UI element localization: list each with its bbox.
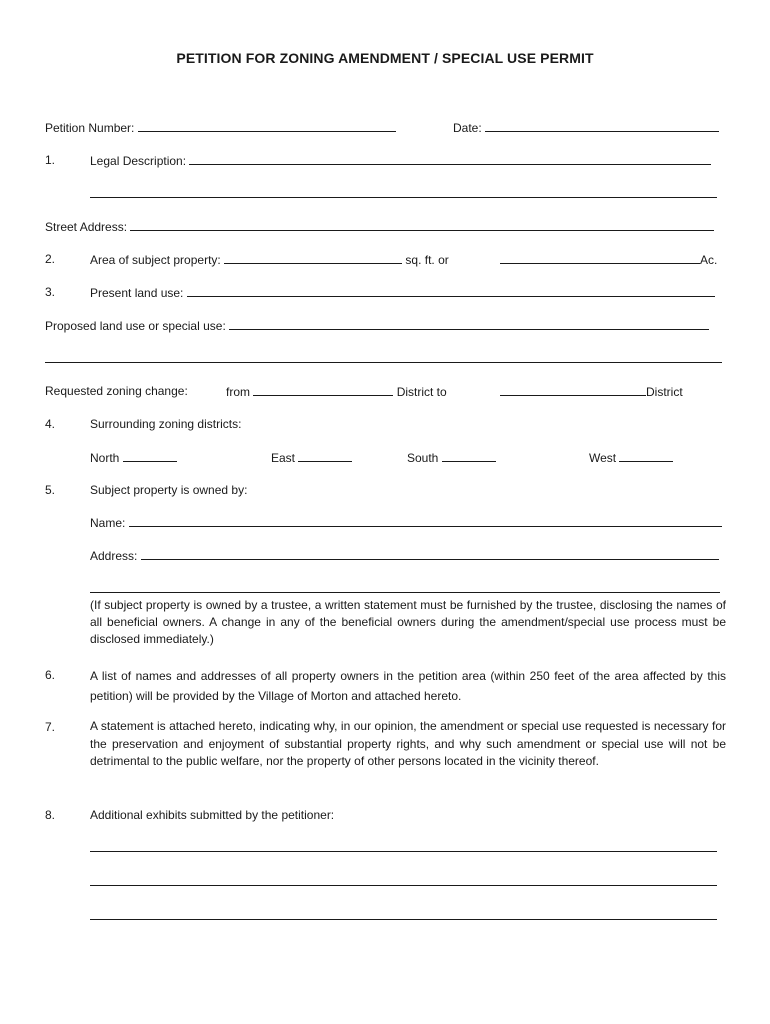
present-land-use-field[interactable]: [187, 285, 715, 297]
zoning-from-field[interactable]: [253, 384, 393, 396]
form-title: PETITION FOR ZONING AMENDMENT / SPECIAL USE PERMIT: [176, 50, 594, 66]
item-number-6: 6.: [45, 668, 56, 682]
east-label: East: [271, 451, 296, 465]
item-number-1: 1.: [45, 153, 56, 167]
exhibits-line-3: [90, 908, 717, 923]
legal-description-label: Legal Description:: [90, 154, 187, 168]
petition-number-label: Petition Number:: [45, 121, 135, 135]
west-field[interactable]: [619, 450, 673, 462]
trustee-note: (If subject property is owned by a trustee, a written statement must be furnished by the trustee, disclosing the names of all beneficial owners. A change in any of the beneficial owners during the amendment/special use process must be disclosed immediately.): [90, 598, 726, 646]
legal-description-row: [90, 153, 711, 168]
proposed-land-use-field-2[interactable]: [45, 351, 722, 363]
exhibits-line-2: [90, 874, 717, 889]
petition-number-field[interactable]: [138, 120, 396, 132]
north-label: North: [90, 451, 120, 465]
item-number-2: 2.: [45, 252, 56, 266]
proposed-land-use-label: Proposed land use or special use:: [45, 319, 226, 333]
zoning-to-field[interactable]: [500, 384, 646, 396]
owner-name-field[interactable]: [129, 515, 722, 527]
zoning-to-row: [500, 384, 683, 399]
west-label: West: [589, 451, 617, 465]
exhibits-field-3[interactable]: [90, 908, 717, 920]
east-row: [271, 450, 352, 465]
area-acres-field[interactable]: [500, 252, 700, 264]
item-number-4: 4.: [45, 417, 56, 431]
acres-label: Ac.: [700, 253, 718, 267]
area-acres-row: [500, 252, 717, 267]
sqft-or-label: sq. ft. or: [405, 253, 449, 267]
street-address-label: Street Address:: [45, 220, 128, 234]
south-field[interactable]: [442, 450, 496, 462]
item-7-text: A statement is attached hereto, indicating why, in our opinion, the amendment or special use requested is necessary for the preservation and enjoyment of substantial property rights, and why such amendment or special use will not be detrimental to the public welfare, nor the property of other persons located in the vicinity thereof.: [90, 719, 726, 768]
exhibits-field-1[interactable]: [90, 840, 717, 852]
legal-description-field[interactable]: [189, 153, 711, 165]
street-address-row: [45, 219, 714, 234]
legal-description-field-2[interactable]: [90, 186, 717, 198]
proposed-land-use-row: [45, 318, 709, 333]
item-number-7: 7.: [45, 720, 56, 734]
area-row: [90, 252, 449, 267]
owner-address-label: Address:: [90, 549, 138, 563]
district-label: District: [646, 385, 683, 399]
owner-name-label: Name:: [90, 516, 126, 530]
proposed-land-use-line-2: [45, 351, 722, 366]
date-label: Date:: [453, 121, 482, 135]
item-number-5: 5.: [45, 483, 56, 497]
owned-by-label: Subject property is owned by:: [90, 483, 248, 497]
legal-description-line-2: [90, 186, 717, 201]
owner-address-line-2: [90, 581, 720, 596]
item-8-label: Additional exhibits submitted by the petitioner:: [90, 808, 335, 822]
west-row: [589, 450, 673, 465]
area-sqft-field[interactable]: [224, 252, 402, 264]
street-address-field[interactable]: [130, 219, 714, 231]
owner-address-field[interactable]: [141, 548, 719, 560]
item-number-8: 8.: [45, 808, 56, 822]
exhibits-line-1: [90, 840, 717, 855]
present-land-use-row: [90, 285, 715, 300]
item-6-text: A list of names and addresses of all property owners in the petition area (within 250 feet of the area affected by this petition) will be provided by the Village of Morton and attached hereto.: [90, 669, 726, 703]
petition-number-row: [45, 120, 396, 135]
date-row: [453, 120, 719, 135]
south-row: [407, 450, 496, 465]
from-label: from: [226, 385, 250, 399]
north-row: [90, 450, 177, 465]
owner-address-field-2[interactable]: [90, 581, 720, 593]
north-field[interactable]: [123, 450, 177, 462]
date-field[interactable]: [485, 120, 719, 132]
district-to-label: District to: [396, 385, 447, 399]
surrounding-label: Surrounding zoning districts:: [90, 417, 242, 431]
present-land-use-label: Present land use:: [90, 286, 184, 300]
area-label: Area of subject property:: [90, 253, 221, 267]
exhibits-field-2[interactable]: [90, 874, 717, 886]
east-field[interactable]: [298, 450, 352, 462]
south-label: South: [407, 451, 439, 465]
proposed-land-use-field[interactable]: [229, 318, 709, 330]
requested-zoning-label: Requested zoning change:: [45, 384, 188, 398]
zoning-from-row: [226, 384, 447, 399]
item-number-3: 3.: [45, 285, 56, 299]
owner-address-row: [90, 548, 719, 563]
owner-name-row: [90, 515, 722, 530]
